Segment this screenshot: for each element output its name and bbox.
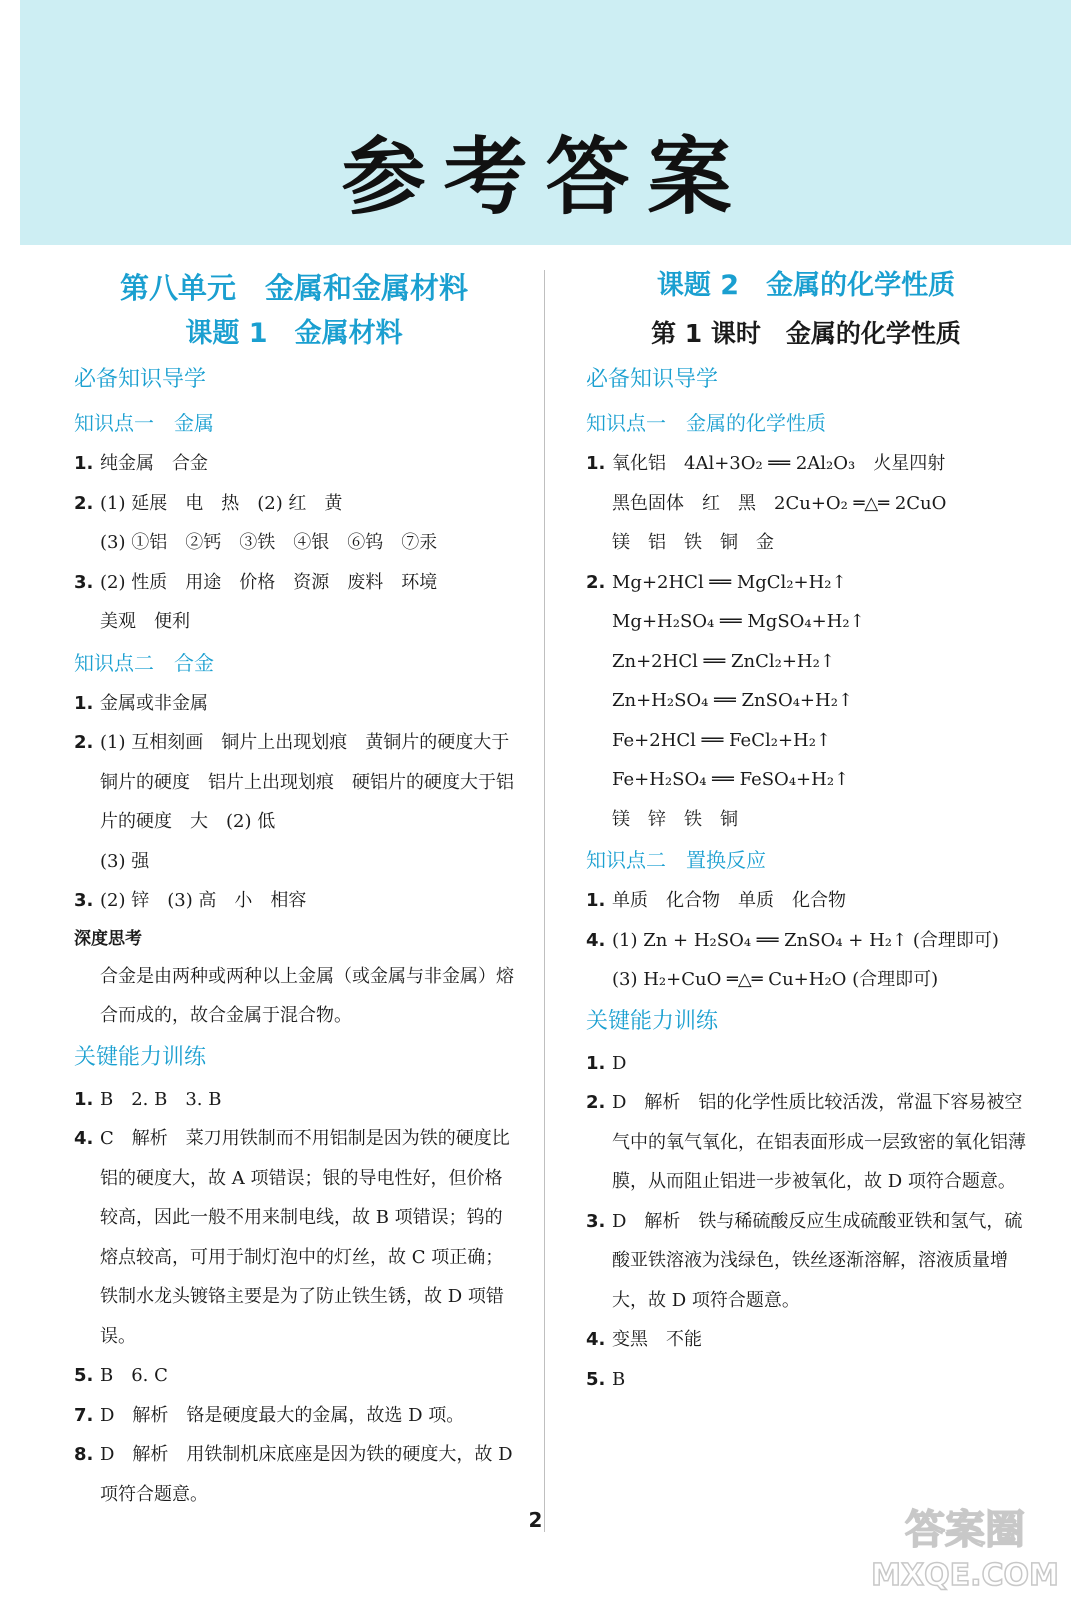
page-number: 2 (528, 1508, 543, 1532)
answer-list (74, 444, 514, 642)
answer-number: 1. (74, 1088, 94, 1110)
answer-text: D 解析 铁与稀硫酸反应生成硫酸亚铁和氢气，硫酸亚铁溶液为浅绿色，铁丝逐渐溶解，溶液质量增大，故 D 项符合题意。 (612, 1210, 1023, 1311)
answer-text: D 解析 铝的化学性质比较活泼，常温下容易被空气中的氧气氧化，在铝表面形成一层致密的氧化铝薄膜，从而阻止铝进一步被氧化，故 D 项符合题意。 (612, 1092, 1026, 1192)
answer-item (586, 921, 1026, 1000)
answer-number: 4. (586, 1329, 606, 1350)
answer-item (586, 1360, 1026, 1400)
answer-item (586, 1202, 1026, 1321)
unit-title: 第八单元 金属和金属材料 (119, 271, 468, 305)
answer-text: C 解析 菜刀用铁制而不用铝制是因为铁的硬度比铝的硬度大，故 A 项错误；银的导电性好，但价格较高，因此一般不用来制电线，故 B 项错误；钨的熔点较高，可用于制灯泡中的灯丝，故 C 项正确；铁制水龙头镀铬主要是为了防止铁生锈，故 D 项错误。 (100, 1128, 510, 1347)
answer-item (74, 1080, 514, 1120)
knowledge-point-heading: 知识点一 金属的化学性质 (586, 411, 826, 435)
answer-number: 2. (74, 732, 94, 753)
answer-item (74, 1356, 514, 1396)
watermark-logo (870, 1495, 1060, 1595)
column-divider (544, 270, 545, 1532)
answer-number: 2. (74, 492, 94, 514)
answer-text: D (612, 1052, 627, 1074)
answer-item (74, 881, 514, 921)
answer-number: 8. (74, 1444, 94, 1465)
knowledge-point-heading: 知识点一 金属 (74, 411, 214, 435)
deep-thinking-label: 深度思考 (74, 928, 142, 949)
answer-item (586, 881, 1026, 921)
answer-item (74, 1435, 519, 1514)
answer-item (586, 444, 1026, 563)
answer-number: 4. (586, 929, 606, 951)
answer-list (74, 1080, 519, 1515)
answer-list (74, 684, 514, 921)
answer-text: 变黑 不能 (612, 1329, 702, 1350)
answer-item (586, 1044, 1026, 1084)
period-title: 第 1 课时 金属的化学性质 (651, 319, 961, 348)
answer-item (74, 1119, 514, 1356)
answer-text: (1) 互相刻画 铜片上出现划痕 黄铜片的硬度大于铜片的硬度 铝片上出现划痕 硬铝片的硬度大于铝片的硬度 大 (2) 低 (3) 强 (100, 732, 514, 872)
answer-number: 3. (74, 890, 94, 911)
answer-text: B 6. C (100, 1365, 168, 1386)
answer-number: 1. (586, 1052, 606, 1074)
answer-item (74, 1396, 514, 1436)
answer-number: 2. (586, 1092, 606, 1113)
answer-number: 2. (586, 571, 606, 593)
answer-text: D 解析 铬是硬度最大的金属，故选 D 项。 (100, 1404, 465, 1426)
lesson-title: 课题 1 金属材料 (185, 318, 403, 349)
knowledge-point-heading: 知识点二 置换反应 (586, 848, 766, 872)
answer-text: Mg+2HCl ══ MgCl₂+H₂↑ Mg+H₂SO₄ ══ MgSO₄+H₂↑ Zn+2HCl ══ ZnCl₂+H₂↑ Zn+H₂SO₄ ══ ZnSO₄+H₂↑ Fe+2HCl ══ FeCl₂+H₂↑ Fe+H₂SO₄ ══ FeSO₄+H₂↑ 镁 锌 铁 铜 (612, 571, 865, 830)
deep-thinking-text: 合金是由两种或两种以上金属（或金属与非金属）熔合而成的，故合金属于混合物。 (100, 965, 514, 1026)
answer-list (586, 1044, 1026, 1400)
answer-number: 1. (586, 453, 606, 474)
lesson-title: 课题 2 金属的化学性质 (656, 270, 956, 301)
answer-text: B 2. B 3. B (100, 1088, 222, 1110)
answer-text: 纯金属 合金 (100, 453, 208, 474)
answer-text: 金属或非金属 (100, 692, 208, 714)
title-banner (20, 0, 1071, 245)
answer-list (586, 444, 1026, 839)
answer-item (586, 563, 1026, 840)
answer-number: 7. (74, 1404, 94, 1426)
section-heading: 关键能力训练 (586, 1008, 719, 1034)
answer-item (74, 484, 514, 563)
answer-text: (1) 延展 电 热 (2) 红 黄 (3) ①铝 ②钙 ③铁 ④银 ⑥钨 ⑦汞 (100, 492, 438, 553)
answer-item (74, 723, 514, 881)
answer-number: 4. (74, 1128, 94, 1149)
answer-item (74, 444, 514, 484)
answer-number: 3. (586, 1210, 606, 1232)
answer-list (586, 881, 1026, 1000)
answer-number: 1. (74, 692, 94, 714)
answer-number: 5. (586, 1368, 606, 1390)
left-column (74, 262, 519, 1514)
answer-item (74, 684, 514, 724)
section-heading: 关键能力训练 (74, 1044, 207, 1070)
answer-number: 1. (586, 890, 606, 911)
answer-text: 氧化铝 4Al+3O₂ ══ 2Al₂O₃ 火星四射 黑色固体 红 黑 2Cu+O₂ ═△═ 2CuO 镁 铝 铁 铜 金 (612, 453, 947, 553)
answer-text: 单质 化合物 单质 化合物 (612, 890, 846, 911)
page-title: 参考答案 (341, 127, 750, 226)
answer-text: (2) 性质 用途 价格 资源 废料 环境 美观 便利 (100, 571, 438, 632)
right-column (586, 262, 1026, 1399)
answer-number: 5. (74, 1365, 94, 1386)
answer-item (74, 563, 514, 642)
watermark-line1: 答案圈 (905, 1507, 1025, 1553)
knowledge-point-heading: 知识点二 合金 (74, 650, 214, 675)
section-heading: 必备知识导学 (586, 367, 719, 392)
answer-number: 1. (74, 453, 94, 474)
answer-item (586, 1083, 1026, 1202)
watermark-line2: MXQE.COM (871, 1558, 1059, 1593)
answer-text: B (612, 1368, 626, 1390)
answer-number: 3. (74, 571, 94, 593)
answer-item (586, 1320, 1026, 1360)
answer-text: (1) Zn + H₂SO₄ ══ ZnSO₄ + H₂↑ (合理即可) (3) H₂+CuO ═△═ Cu+H₂O (合理即可) (612, 929, 1017, 990)
section-heading: 必备知识导学 (74, 367, 207, 392)
answer-text: D 解析 用铁制机床底座是因为铁的硬度大，故 D 项符合题意。 (100, 1444, 519, 1505)
answer-text: (2) 锌 (3) 高 小 相容 (100, 890, 307, 911)
